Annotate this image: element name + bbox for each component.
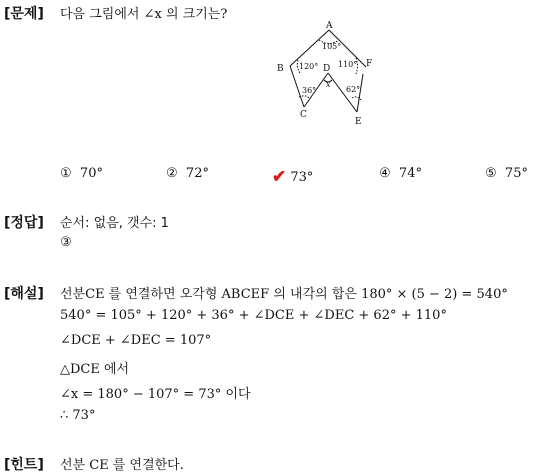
choice-5-mark: ⑤ <box>485 166 497 181</box>
solution-line-2: 540° = 105° + 120° + 36° + ∠DCE + ∠DEC + 62° + 110° <box>60 308 447 323</box>
label-a: A <box>326 21 333 31</box>
label-b: B <box>277 64 284 74</box>
choice-4[interactable] <box>379 166 422 181</box>
angle-value-b: 120° <box>299 62 319 71</box>
question-text: 다음 그림에서 ∠x 의 크기는? <box>60 7 228 22</box>
angle-value-x: x <box>326 80 331 89</box>
choice-4-mark: ④ <box>379 166 391 181</box>
answer-tag: [정답] <box>4 215 44 231</box>
solution-line-4: △DCE 에서 <box>60 362 130 377</box>
choice-5-text: 75° <box>504 166 528 181</box>
choice-2-mark: ② <box>166 166 178 181</box>
angle-value-c: 36° <box>302 86 317 95</box>
label-c: C <box>300 110 307 120</box>
solution-line-6: ∴ 73° <box>60 408 96 423</box>
choice-1-text: 70° <box>79 166 103 181</box>
choice-2-text: 72° <box>185 166 209 181</box>
label-f: F <box>366 59 373 69</box>
hint-tag: [힌트] <box>4 457 44 473</box>
choice-4-text: 74° <box>398 166 422 181</box>
solution-line-5: ∠x = 180° − 107° = 73° 이다 <box>60 387 251 402</box>
choice-2[interactable] <box>166 166 209 181</box>
problem-tag: [문제] <box>4 6 44 22</box>
choice-3[interactable] <box>272 166 313 186</box>
angle-value-e: 62° <box>346 85 361 94</box>
solution-line-1: 선분CE 를 연결하면 오각형 ABCEF 의 내각의 합은 180° × (5 − 2) = 540° <box>60 287 508 302</box>
label-e: E <box>355 117 362 127</box>
choice-5[interactable] <box>485 166 528 181</box>
choice-1-mark: ① <box>60 166 72 181</box>
choice-3-text: 73° <box>290 170 314 185</box>
solution-line-3: ∠DCE + ∠DEC = 107° <box>60 333 212 348</box>
answer-line-2: ③ <box>60 235 72 250</box>
choice-1[interactable] <box>60 166 103 181</box>
label-d: D <box>323 64 331 74</box>
angle-value-d: 110° <box>338 60 358 69</box>
solution-tag: [해설] <box>4 286 44 302</box>
answer-line-1: 순서: 없음, 갯수: 1 <box>60 216 169 231</box>
check-mark-icon: ✔ <box>272 167 287 187</box>
hint-text: 선분 CE 를 연결한다. <box>60 458 184 473</box>
angle-value-a: 105° <box>322 42 342 51</box>
